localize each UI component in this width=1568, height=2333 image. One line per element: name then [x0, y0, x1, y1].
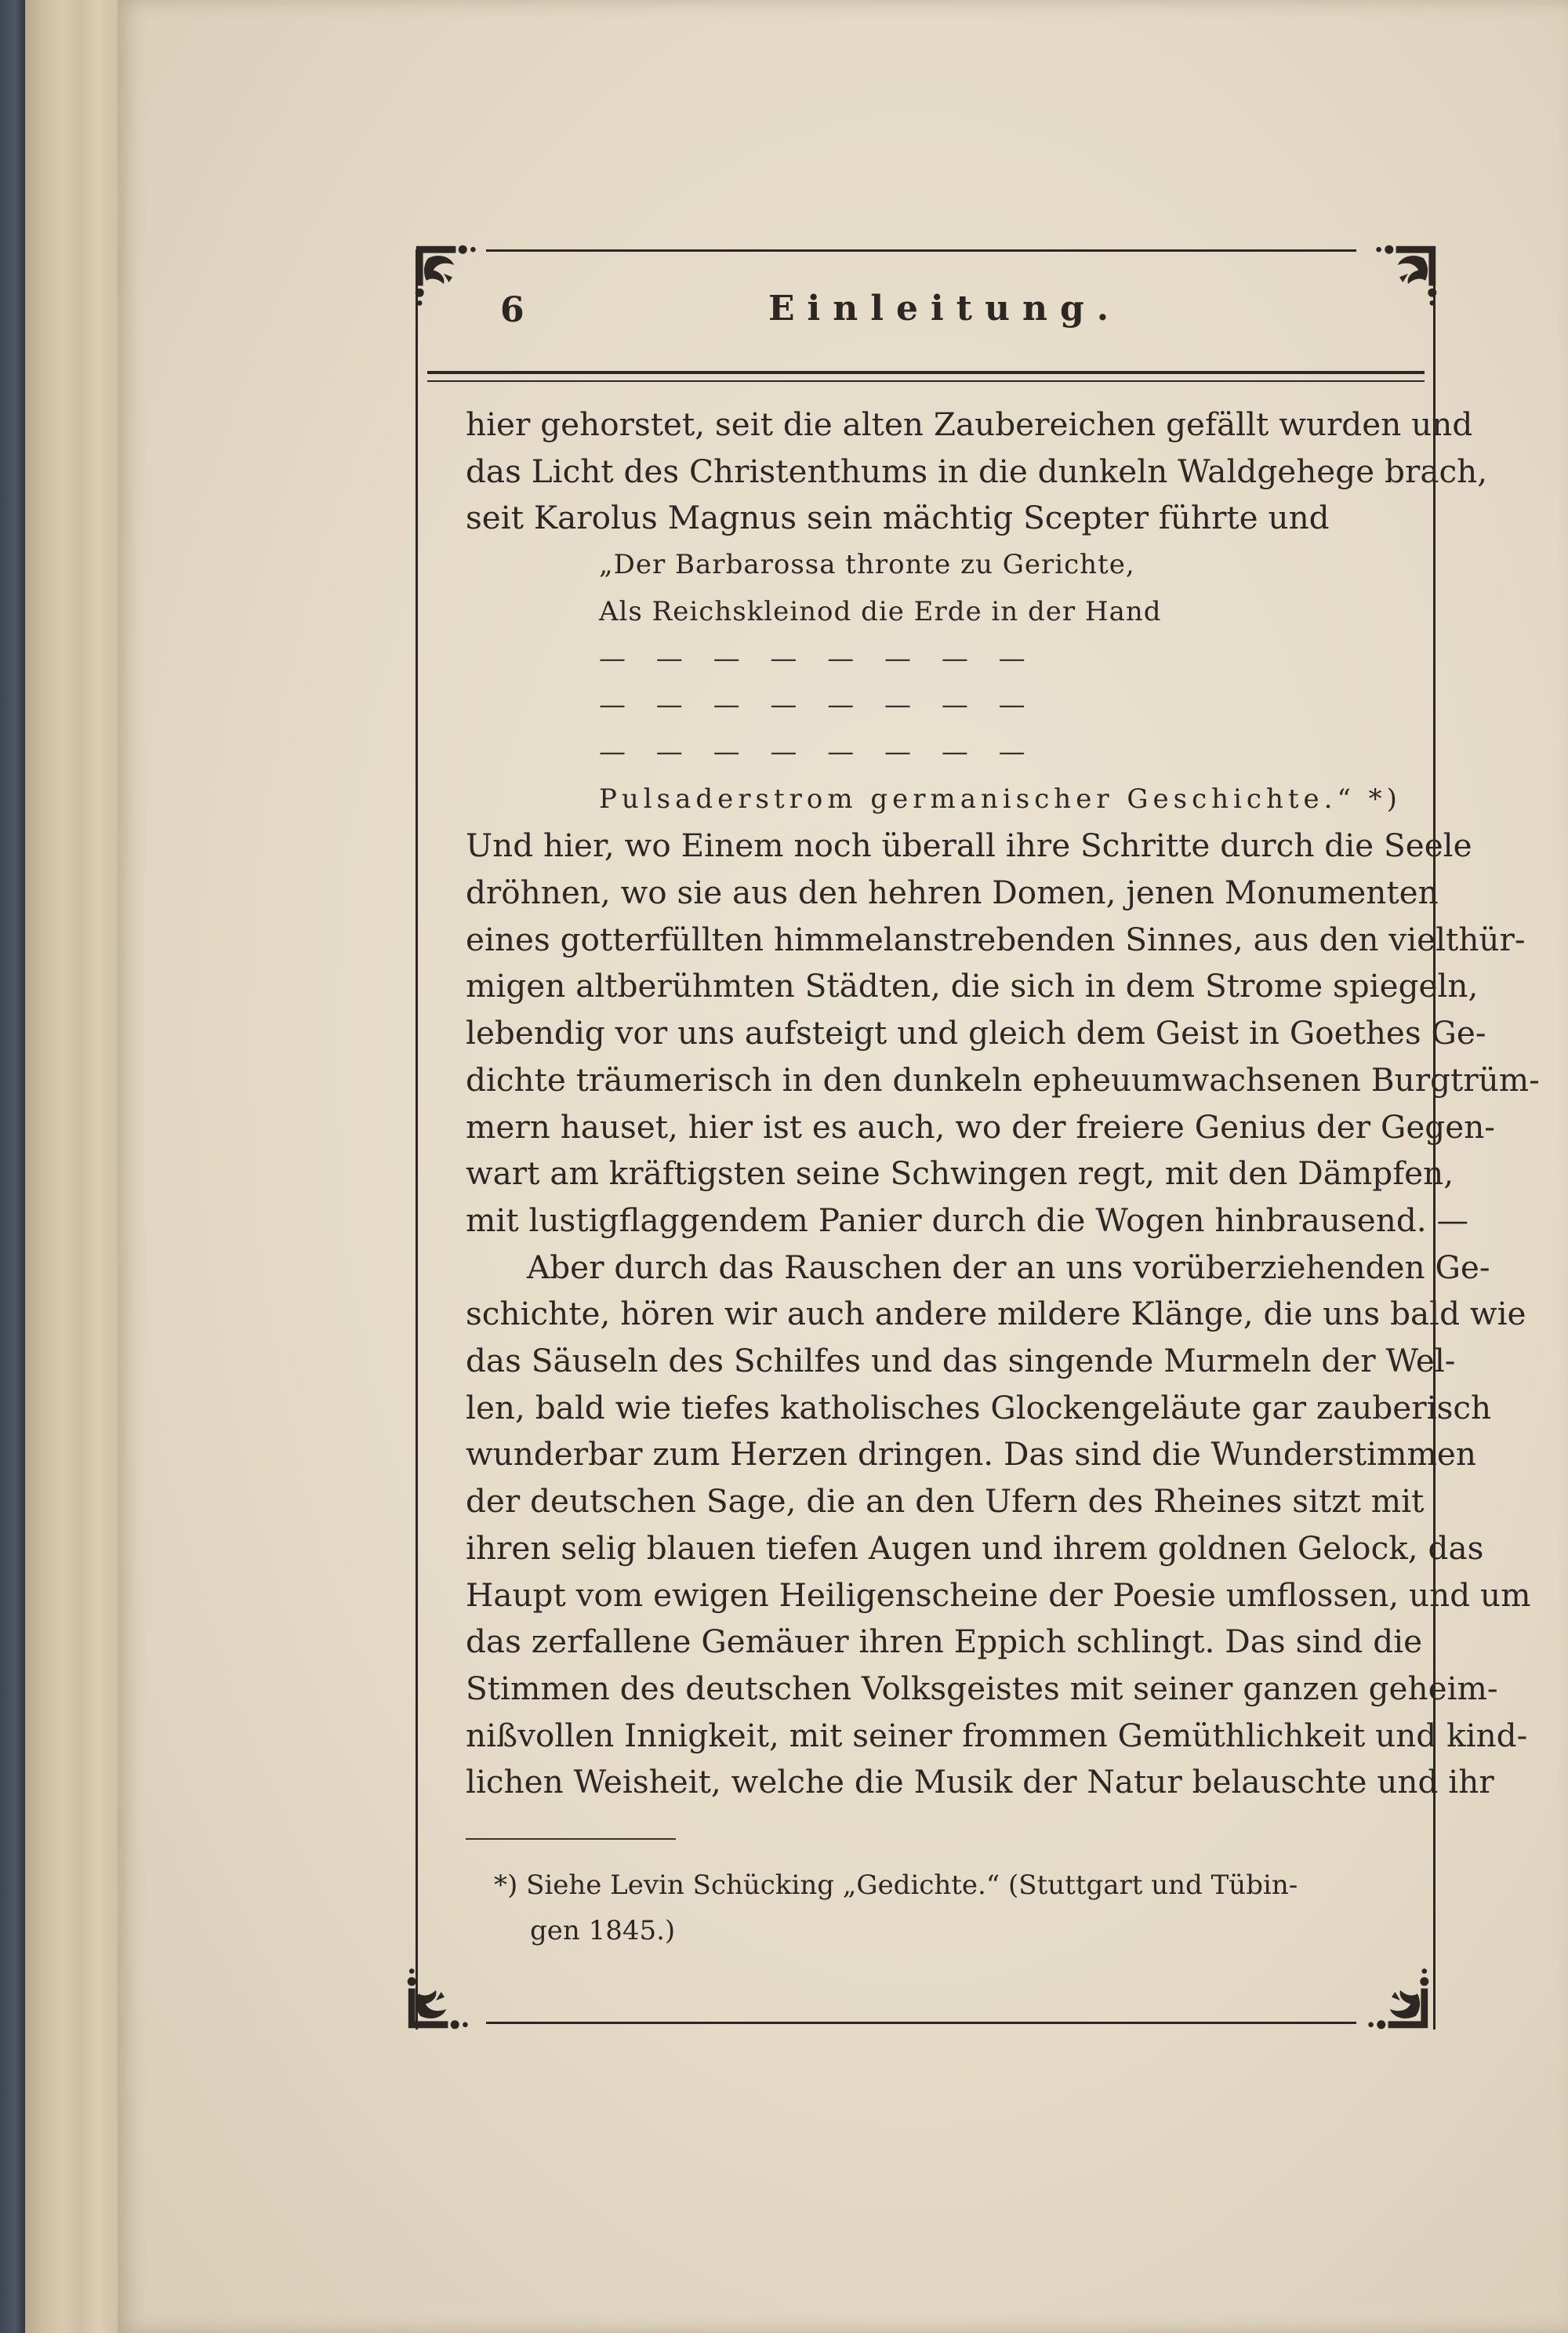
body-text — [466, 402, 1540, 1806]
footnote — [494, 1862, 1381, 1953]
book-cover-edge — [0, 0, 25, 2333]
text-line: wart am kräftigsten seine Schwingen regt, mit den Dämpfen, — [466, 1154, 1454, 1193]
verse-line: Als Reichskleinod die Erde in der Hand — [599, 595, 1162, 627]
text-line: schichte, hören wir auch andere mildere Klänge, die uns bald wie — [466, 1295, 1526, 1333]
text-line: wunderbar zum Herzen dringen. Das sind die Wunderstimmen — [466, 1435, 1476, 1474]
frame-bottom-rule — [486, 2022, 1356, 2024]
text-line: seit Karolus Magnus sein mächtig Scepter führte und — [466, 499, 1330, 537]
footnote-line: gen 1845.) — [530, 1915, 676, 1946]
text-line: Haupt vom ewigen Heiligenscheine der Poesie umflossen, und um — [466, 1575, 1531, 1614]
text-line: das zerfallene Gemäuer ihren Eppich schlingt. Das sind die — [466, 1623, 1423, 1661]
corner-ornament-icon — [1356, 239, 1443, 325]
footnote-separator — [466, 1838, 676, 1840]
text-line: mern hauset, hier ist es auch, wo der freiere Genius der Gegen- — [466, 1107, 1495, 1146]
text-line: hier gehorstet, seit die alten Zaubereichen gefällt wurden und — [466, 405, 1473, 443]
text-line: das Säuseln des Schilfes und das singende Murmeln der Wel- — [466, 1342, 1456, 1380]
text-line: eines gotterfüllten himmelanstrebenden Sinnes, aus den vielthür- — [466, 920, 1526, 958]
page-stack-edge — [25, 0, 118, 2333]
text-line: dröhnen, wo sie aus den hehren Domen, jenen Monumenten — [466, 874, 1439, 912]
text-line: ihren selig blauen tiefen Augen und ihrem goldnen Gelock, das — [466, 1528, 1484, 1567]
frame-top-rule — [486, 249, 1356, 252]
footnote-line: *) Siehe Levin Schücking „Gedichte.“ (Stuttgart und Tübin- — [494, 1870, 1298, 1901]
text-line: dichte träumerisch in den dunkeln epheuumwachsenen Burgtrüm- — [466, 1060, 1540, 1099]
verse-line: „Der Barbarossa thronte zu Gerichte, — [599, 549, 1135, 581]
corner-ornament-icon — [1348, 1949, 1435, 2035]
corner-ornament-icon — [401, 1949, 488, 2035]
running-title: Einleitung. — [768, 289, 1122, 329]
text-line: mit lustigflaggendem Panier durch die Wogen hinbrausend. — — [466, 1201, 1469, 1239]
page-number: 6 — [500, 290, 524, 330]
text-line: der deutschen Sage, die an den Ufern des Rheines sitzt mit — [466, 1482, 1425, 1521]
text-line: lebendig vor uns aufsteigt und gleich dem Geist in Goethes Ge- — [466, 1014, 1486, 1052]
text-line: Aber durch das Rauschen der an uns vorüberziehenden Ge- — [527, 1248, 1490, 1286]
verse-line: Pulsaderstrom germanischer Geschichte.“ *) — [599, 783, 1402, 815]
verse-ellipsis-line: — — — — — — — — — [599, 642, 1036, 674]
text-line: Und hier, wo Einem noch überall ihre Schritte durch die Seele — [466, 827, 1472, 865]
text-line: das Licht des Christenthums in die dunkeln Waldgehege brach, — [466, 452, 1488, 490]
text-line: Stimmen des deutschen Volksgeistes mit seiner ganzen geheim- — [466, 1669, 1498, 1707]
corner-ornament-icon — [409, 239, 495, 325]
verse-ellipsis-line: — — — — — — — — — [599, 689, 1036, 721]
text-line: len, bald wie tiefes katholisches Glockengeläute gar zauberisch — [466, 1388, 1492, 1426]
verse-ellipsis-line: — — — — — — — — — [599, 736, 1036, 768]
text-line: migen altberühmten Städten, die sich in dem Strome spiegeln, — [466, 967, 1479, 1005]
text-line: lichen Weisheit, welche die Musik der Natur belauschte und ihr — [466, 1763, 1494, 1801]
text-line: nißvollen Innigkeit, mit seiner frommen Gemüthlichkeit und kind- — [466, 1716, 1528, 1754]
header-rule — [427, 371, 1425, 382]
